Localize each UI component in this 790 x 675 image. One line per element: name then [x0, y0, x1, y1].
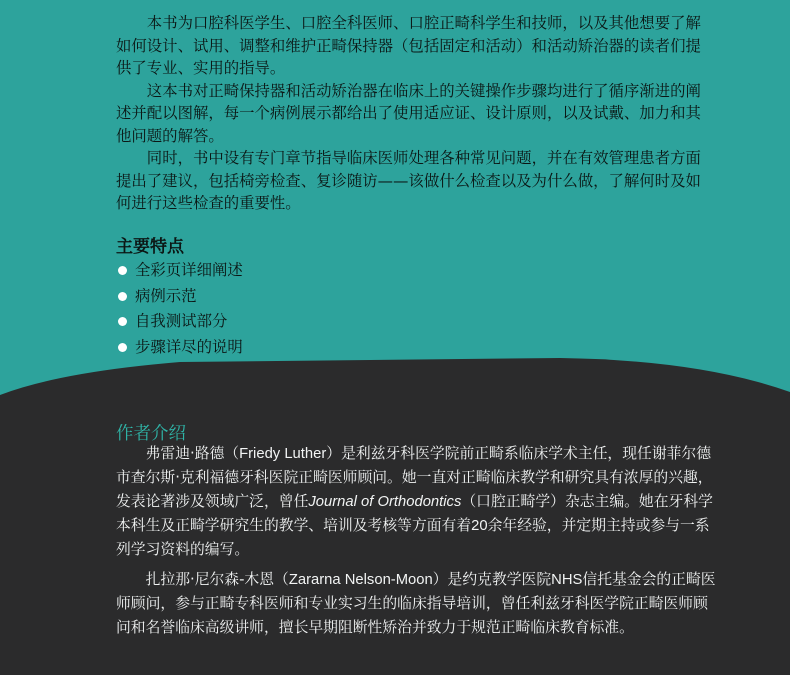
- author-bio-nelson-moon: [116, 568, 716, 640]
- intro-paragraph-1: 本书为口腔科医学生、口腔全科医师、口腔正畸科学生和技师，以及其他想要了解如何设计、试用、调整和维护正畸保持器（包括固定和活动）和活动矫治器的读者们提供了专业、实用的指导。: [116, 14, 701, 77]
- author-name-nelson-moon: Zararna Nelson-Moon: [288, 572, 433, 588]
- feature-label: 全彩页详细阐述: [135, 261, 243, 279]
- features-heading: 主要特点: [116, 237, 184, 257]
- nhs-label: NHS: [551, 572, 583, 588]
- bullet-icon: [118, 343, 127, 352]
- feature-item: [116, 309, 243, 335]
- feature-label: 自我测试部分: [135, 312, 228, 331]
- bio-text: 扎拉那·尼尔森-木恩（: [145, 571, 289, 588]
- journal-title: Journal of Orthodontics: [308, 494, 462, 510]
- feature-label: 步骤详尽的说明: [135, 337, 243, 356]
- feature-item: [116, 258, 243, 284]
- intro-paragraph-3: 同时，书中设有专门章节指导临床医师处理各种常见问题，并在有效管理患者方面提出了建议，包括椅旁检查、复诊随访——该做什么检查以及为什么做，了解何时及如何进行这些检查的重要性。: [116, 149, 701, 212]
- bullet-icon: [118, 266, 127, 275]
- feature-label: 病例示范: [135, 286, 197, 305]
- bio-text: （口腔正畸学）杂志主编。她在牙科学本科生及正畸学研究生的教学、培训及考核等方面有着: [116, 493, 713, 534]
- feature-item: [116, 335, 243, 361]
- bio-text: 余年经验，并定期主持或参与一系列学习资料的编写。: [116, 517, 710, 558]
- bullet-icon: [118, 292, 127, 301]
- bio-text: ）是利兹牙科医学院前正畸系临床学术主任，现任谢菲尔德市查尔斯·克利福德牙科医院正畸医师顾问。她一直对正畸临床教学和研究具有浓厚的兴趣，发表论著涉及领域广泛，曾任: [116, 445, 713, 510]
- bio-text: 弗雷迪·路德（: [145, 445, 240, 462]
- bio-text: ）是约克教学医院: [432, 571, 552, 588]
- author-bio-luther: [116, 442, 716, 562]
- intro-section: [116, 12, 716, 215]
- feature-item: [116, 284, 243, 310]
- author-name-luther: Friedy Luther: [239, 446, 327, 462]
- bullet-icon: [118, 317, 127, 326]
- intro-paragraph-2: 这本书对正畸保持器和活动矫治器在临床上的关键操作步骤均进行了循序渐进的阐述并配以图解，每一个病例展示都给出了使用适应证、设计原则，以及试戴、加力和其他问题的解答。: [116, 81, 701, 145]
- features-list: [116, 258, 243, 360]
- bio-text: 信托基金会的正畸医师顾问，参与正畸专科医师和专业实习生的临床指导培训，曾任利兹牙科医学院正畸医师顾问和名誉临床高级讲师，擅长早期阻断性矫治并致力于规范正畸临床教育标准。: [116, 571, 716, 636]
- years-number: 20: [471, 518, 488, 534]
- authors-heading: 作者介绍: [116, 424, 186, 444]
